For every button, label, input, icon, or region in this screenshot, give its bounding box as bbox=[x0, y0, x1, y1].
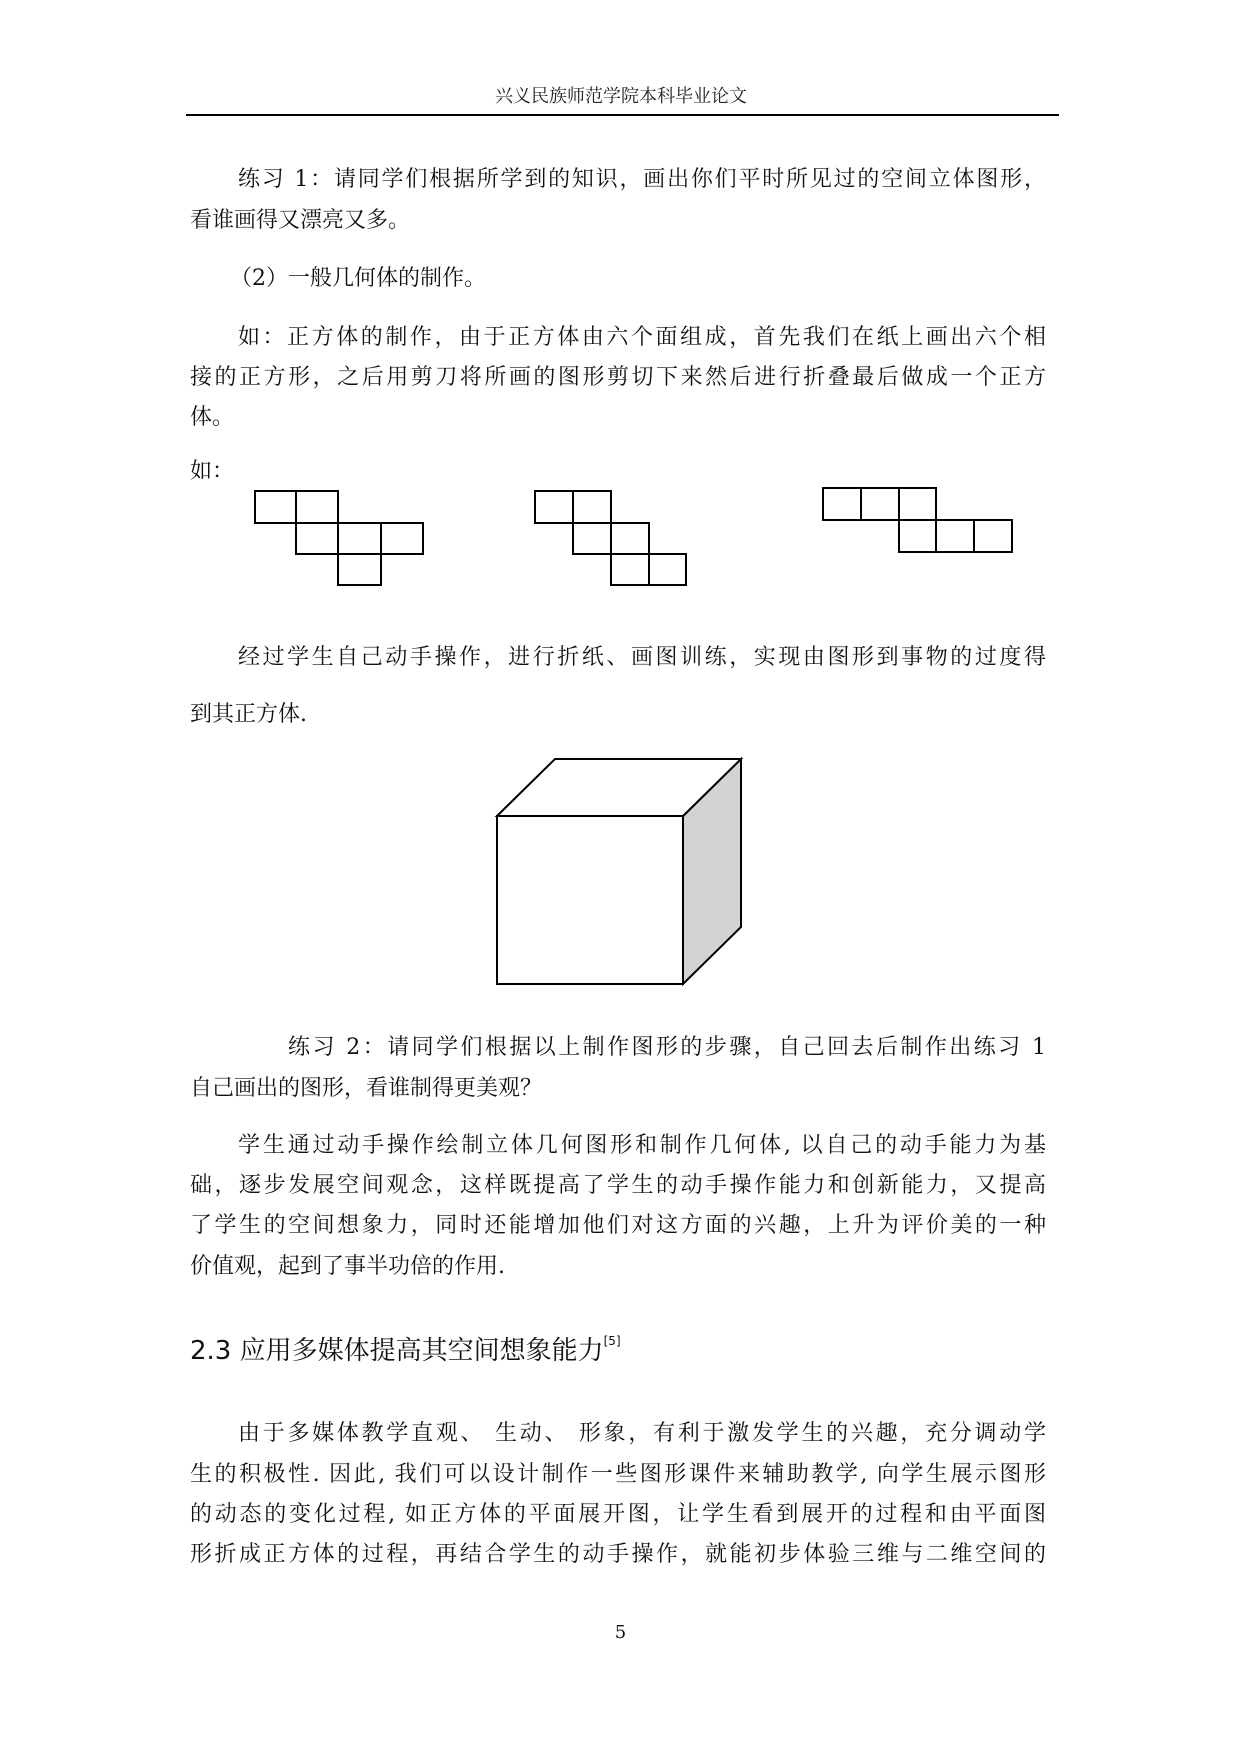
section-heading bbox=[190, 1330, 621, 1367]
example-label: 如： bbox=[190, 459, 235, 484]
running-header: 兴义民族师范学院本科毕业论文 bbox=[495, 86, 747, 107]
cube-net-1 bbox=[255, 491, 423, 585]
exercise1-line1: 练习 1：请同学们根据所学到的知识，画出你们平时所见过的空间立体图形， bbox=[238, 167, 1046, 192]
last-line2: 生的积极性. 因此, 我们可以设计制作一些图形课件来辅助教学, 向学生展示图形 bbox=[190, 1462, 1046, 1487]
cube-drawing bbox=[497, 759, 741, 984]
last-line1: 由于多媒体教学直观、 生动、 形象，有利于激发学生的兴趣，充分调动学 bbox=[238, 1421, 1046, 1446]
cube-net-2 bbox=[535, 491, 686, 585]
example-line2: 接的正方形，之后用剪刀将所画的图形剪切下来然后进行折叠最后做成一个正方 bbox=[190, 365, 1046, 390]
section-citation: [5] bbox=[603, 1334, 621, 1349]
page-number: 5 bbox=[614, 1622, 627, 1643]
exercise1-line2: 看谁画得又漂亮又多。 bbox=[190, 208, 411, 233]
last-line4: 形折成正方体的过程，再结合学生的动手操作，就能初步体验三维与二维空间的 bbox=[190, 1542, 1046, 1567]
para-line4: 价值观，起到了事半功倍的作用. bbox=[190, 1254, 505, 1279]
last-line3: 的动态的变化过程, 如正方体的平面展开图，让学生看到展开的过程和由平面图 bbox=[190, 1502, 1046, 1527]
after-nets-line1: 经过学生自己动手操作，进行折纸、画图训练，实现由图形到事物的过度得 bbox=[238, 645, 1046, 670]
after-nets-line2: 到其正方体. bbox=[190, 702, 307, 727]
para-line3: 了学生的空间想象力，同时还能增加他们对这方面的兴趣，上升为评价美的一种 bbox=[190, 1213, 1046, 1238]
para-line2: 础，逐步发展空间观念，这样既提高了学生的动手操作能力和创新能力，又提高 bbox=[190, 1173, 1046, 1198]
example-line1: 如：正方体的制作，由于正方体由六个面组成，首先我们在纸上画出六个相 bbox=[238, 325, 1046, 350]
cube-net-3 bbox=[823, 488, 1012, 552]
exercise2-line1: 练习 2：请同学们根据以上制作图形的步骤，自己回去后制作出练习 1 bbox=[288, 1035, 1046, 1060]
example-line3: 体。 bbox=[190, 405, 235, 430]
exercise2-line2: 自己画出的图形，看谁制得更美观？ bbox=[190, 1076, 543, 1101]
cube-front-face bbox=[497, 816, 683, 984]
para-line1: 学生通过动手操作绘制立体几何图形和制作几何体, 以自己的动手能力为基 bbox=[238, 1133, 1046, 1158]
item2-text: （2）一般几何体的制作。 bbox=[230, 266, 486, 291]
section-heading-text: 2.3 应用多媒体提高其空间想象能力 bbox=[190, 1336, 604, 1366]
